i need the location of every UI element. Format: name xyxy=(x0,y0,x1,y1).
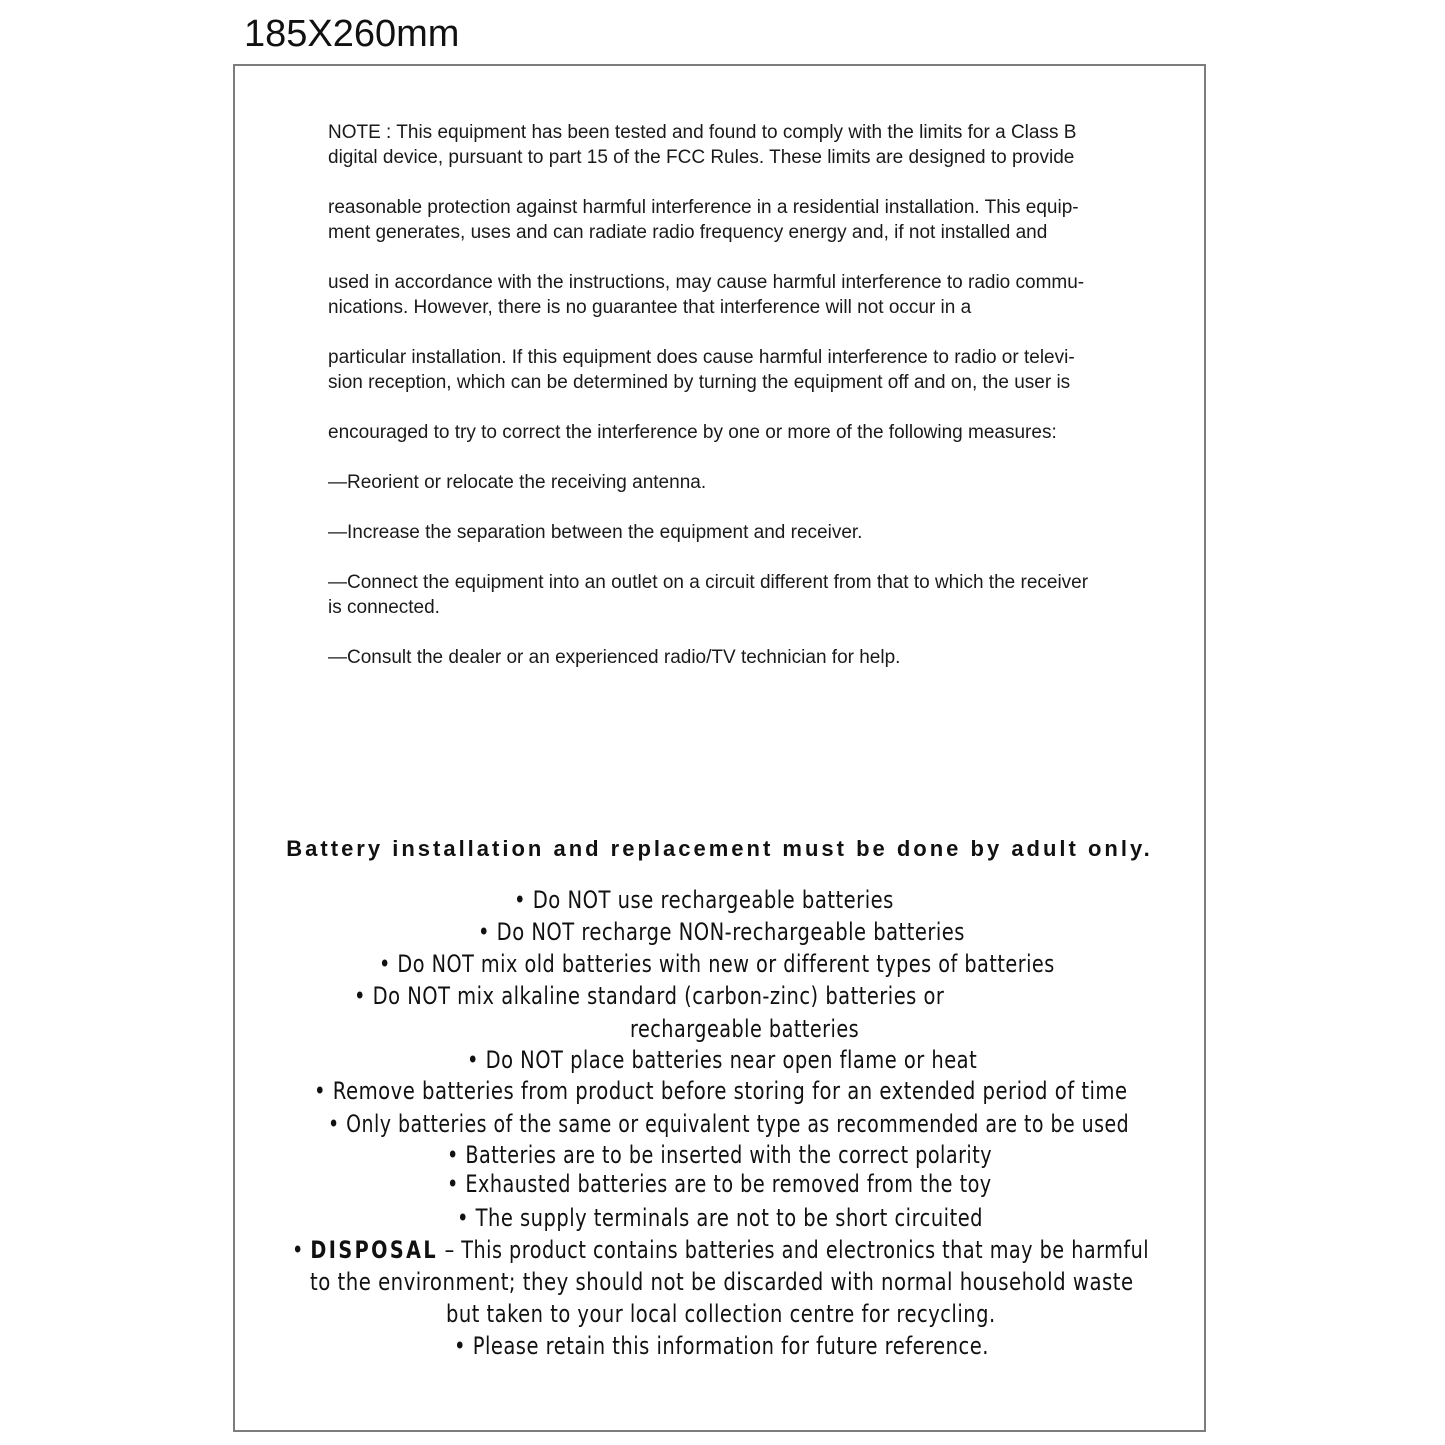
fcc-measure-item: —Consult the dealer or an experienced radio/TV technician for help. xyxy=(328,647,901,668)
battery-warning-item: rechargeable batteries xyxy=(630,1015,860,1043)
battery-warning-item: • Exhausted batteries are to be removed from the toy xyxy=(447,1170,992,1198)
fcc-measure-item: —Reorient or relocate the receiving antenna. xyxy=(328,472,707,493)
disposal-notice-line: but taken to your local collection centre for recycling. xyxy=(446,1300,996,1328)
disposal-label: DISPOSAL xyxy=(310,1236,438,1264)
fcc-notice-line: digital device, pursuant to part 15 of the FCC Rules. These limits are designed to provide xyxy=(328,147,1075,168)
disposal-bullet: • xyxy=(292,1236,311,1264)
fcc-notice-line: NOTE : This equipment has been tested and found to comply with the limits for a Class B xyxy=(328,122,1077,143)
battery-warning-item: • Do NOT mix old batteries with new or different types of batteries xyxy=(379,950,1055,978)
battery-warning-item: • Only batteries of the same or equivalent type as recommended are to be used xyxy=(328,1110,1130,1138)
battery-warning-item: • The supply terminals are not to be short circuited xyxy=(457,1204,984,1232)
battery-warning-item: • Do NOT mix alkaline standard (carbon-zinc) batteries or xyxy=(354,982,945,1010)
disposal-text: – This product contains batteries and electronics that may be harmful xyxy=(437,1236,1150,1264)
battery-warning-item: • Do NOT recharge NON-rechargeable batteries xyxy=(478,918,965,946)
fcc-notice-line: ment generates, uses and can radiate radio frequency energy and, if not installed and xyxy=(328,222,1048,243)
fcc-notice-line: encouraged to try to correct the interference by one or more of the following measures: xyxy=(328,422,1057,443)
fcc-notice-line: used in accordance with the instructions, may cause harmful interference to radio commu- xyxy=(328,272,1085,293)
disposal-notice-line: to the environment; they should not be discarded with normal household waste xyxy=(310,1268,1134,1296)
retain-info-note: • Please retain this information for future reference. xyxy=(454,1332,989,1360)
battery-warning-item: • Batteries are to be inserted with the correct polarity xyxy=(447,1141,993,1169)
battery-warning-item: • Do NOT use rechargeable batteries xyxy=(514,886,894,914)
disposal-notice xyxy=(292,1235,1149,1265)
fcc-measure-item: —Increase the separation between the equipment and receiver. xyxy=(328,522,863,543)
battery-warning-item: • Remove batteries from product before storing for an extended period of time xyxy=(314,1077,1128,1105)
fcc-measure-item: is connected. xyxy=(328,597,440,618)
fcc-notice-line: sion reception, which can be determined by turning the equipment off and on, the user is xyxy=(328,372,1071,393)
battery-warning-item: • Do NOT place batteries near open flame or heat xyxy=(467,1046,978,1074)
fcc-notice-line: nications. However, there is no guarantee that interference will not occur in a xyxy=(328,297,972,318)
size-label: 185X260mm xyxy=(244,13,460,55)
fcc-notice-line: reasonable protection against harmful interference in a residential installation. This equip- xyxy=(328,197,1079,218)
fcc-measure-item: —Connect the equipment into an outlet on a circuit different from that to which the receiver xyxy=(328,572,1089,593)
battery-warning-heading: Battery installation and replacement must be done by adult only. xyxy=(286,836,1153,861)
fcc-notice-line: particular installation. If this equipment does cause harmful interference to radio or televi- xyxy=(328,347,1075,368)
